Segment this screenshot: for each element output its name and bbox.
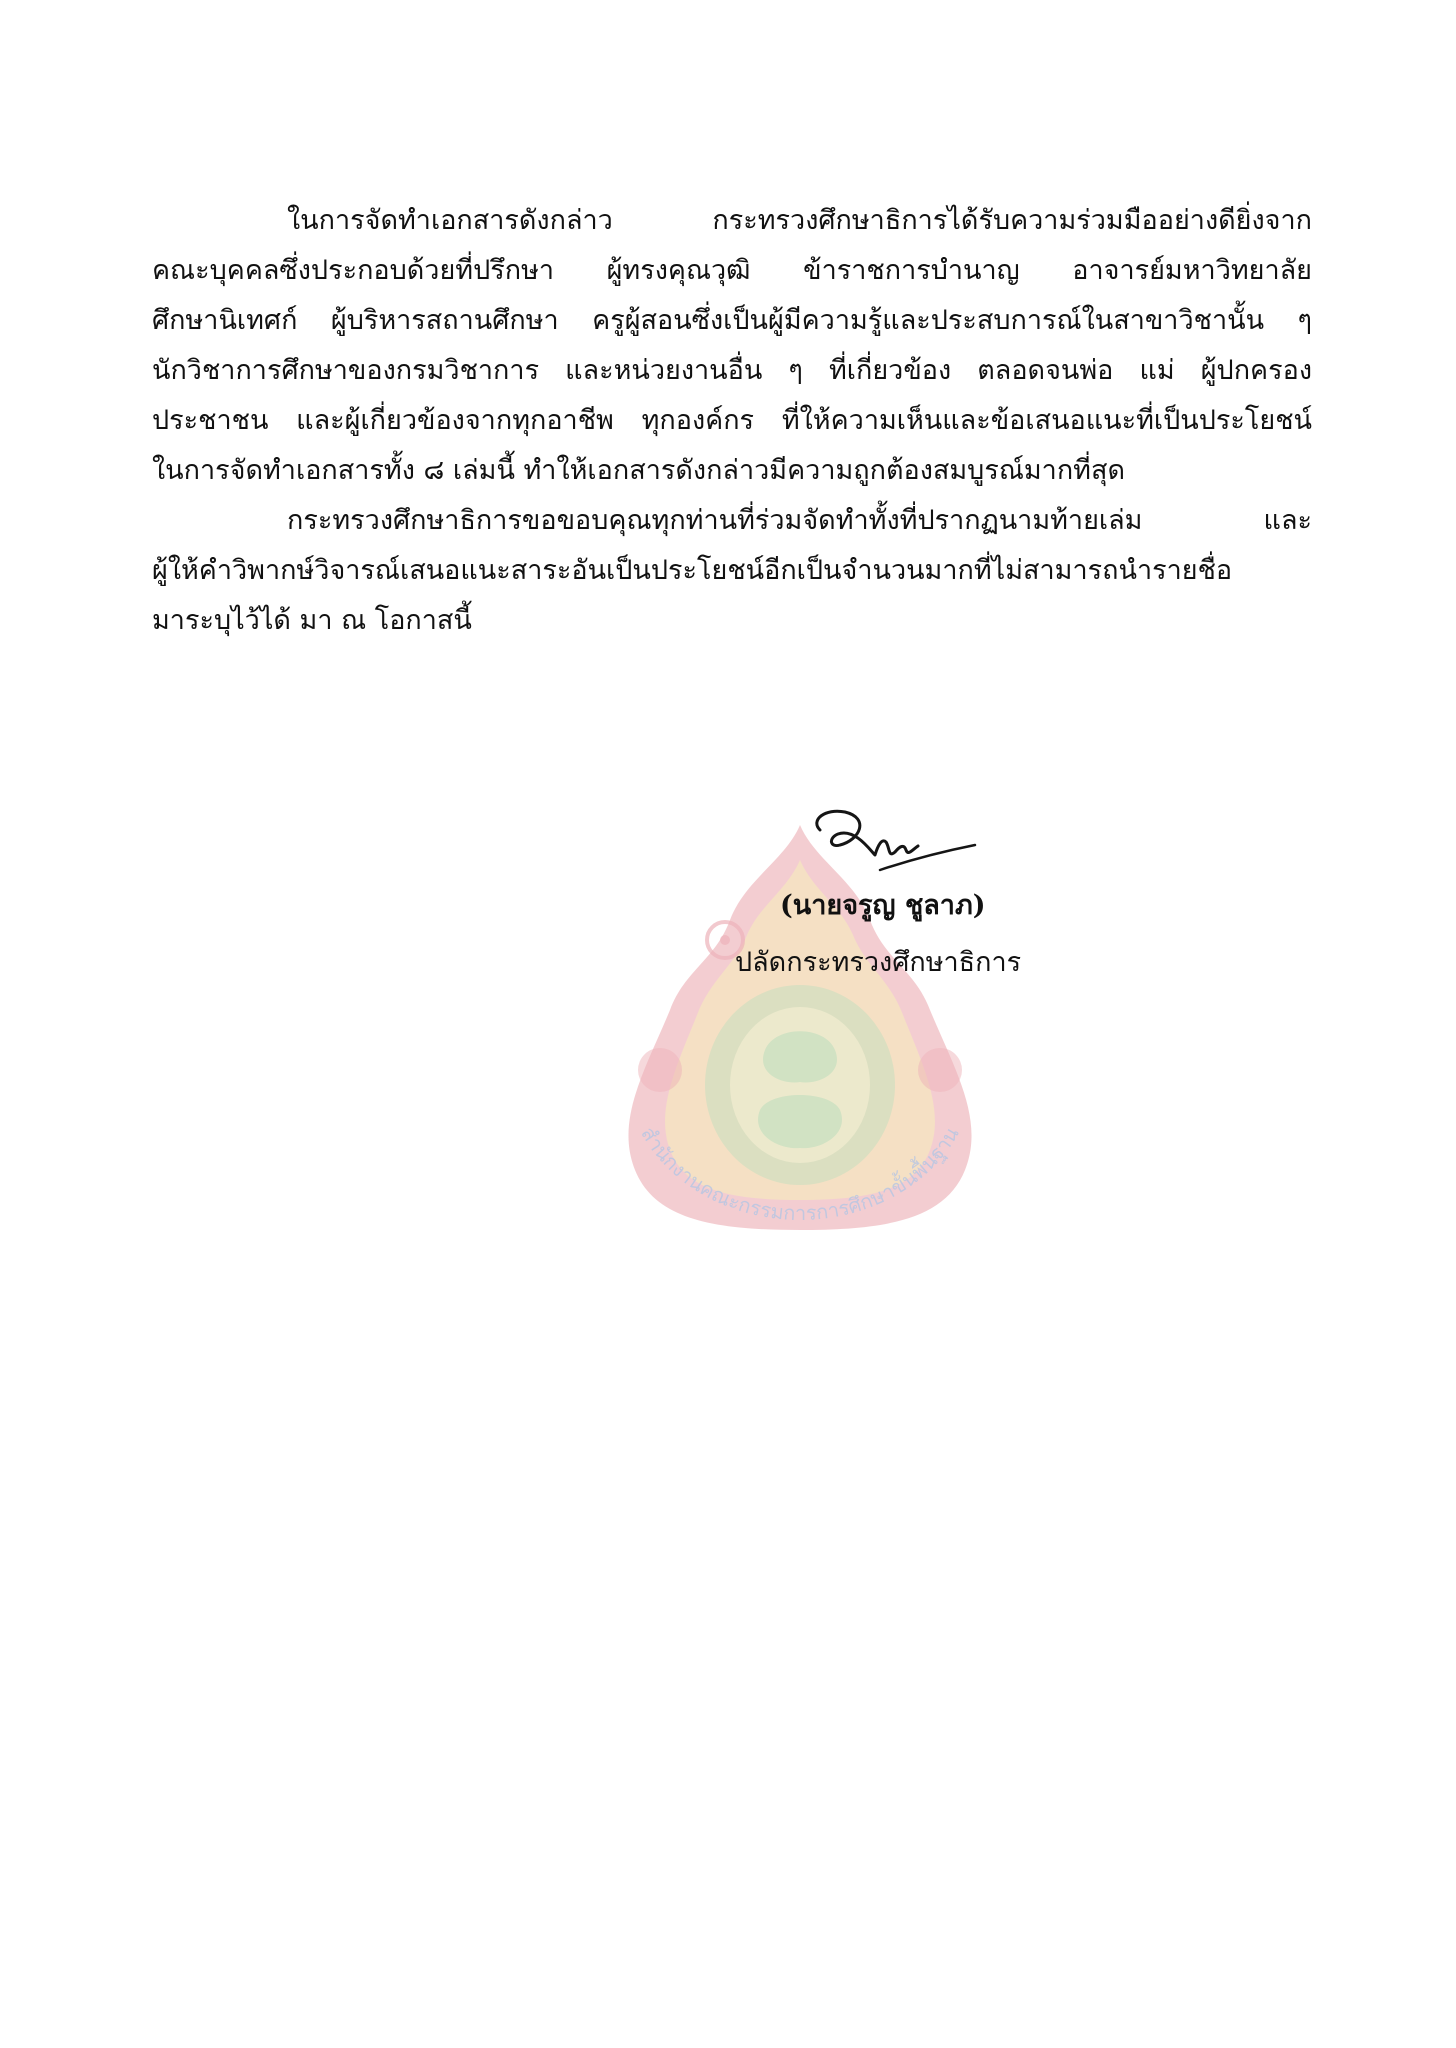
seal-ring-text: สำนักงานคณะกรรมการการศึกษาขั้นพื้นฐาน (636, 1122, 964, 1226)
paragraph-line: คณะบุคคลซึ่งประกอบด้วยที่ปรึกษา ผู้ทรงคุณวุฒิ ข้าราชการบำนาญ อาจารย์มหาวิทยาลัย (152, 255, 1312, 286)
paragraph-1 (152, 196, 1312, 496)
paragraph-line: ในการจัดทำเอกสารทั้ง ๘ เล่มนี้ ทำให้เอกสารดังกล่าวมีความถูกต้องสมบูรณ์มากที่สุด (152, 455, 1125, 486)
acknowledgement-body (152, 196, 1312, 646)
paragraph-line: ประชาชน และผู้เกี่ยวข้องจากทุกอาชีพ ทุกองค์กร ที่ให้ความเห็นและข้อเสนอแนะที่เป็นประโยชน์ (152, 405, 1312, 436)
signatory-title: ปลัดกระทรวงศึกษาธิการ (735, 947, 1022, 978)
paragraph-line: กระทรวงศึกษาธิการขอขอบคุณทุกท่านที่ร่วมจัดทำทั้งที่ปรากฏนามท้ายเล่ม และ (287, 505, 1312, 536)
handwritten-signature (800, 800, 980, 880)
paragraph-2 (152, 496, 1312, 646)
paragraph-line: มาระบุไว้ได้ มา ณ โอกาสนี้ (152, 605, 472, 636)
paragraph-line: ในการจัดทำเอกสารดังกล่าว กระทรวงศึกษาธิการได้รับความร่วมมืออย่างดียิ่งจาก (287, 205, 1312, 236)
signatory-name: (นายจรูญ ชูลาภ) (780, 890, 986, 921)
paragraph-line: นักวิชาการศึกษาของกรมวิชาการ และหน่วยงานอื่น ๆ ที่เกี่ยวข้อง ตลอดจนพ่อ แม่ ผู้ปกครอง (152, 355, 1312, 386)
paragraph-line: ผู้ให้คำวิพากษ์วิจารณ์เสนอแนะสาระอันเป็นประโยชน์อีกเป็นจำนวนมากที่ไม่สามารถนำรายชื่อ (152, 555, 1233, 586)
paragraph-line: ศึกษานิเทศก์ ผู้บริหารสถานศึกษา ครูผู้สอนซึ่งเป็นผู้มีความรู้และประสบการณ์ในสาขาวิชานั้น ๆ (152, 305, 1312, 336)
